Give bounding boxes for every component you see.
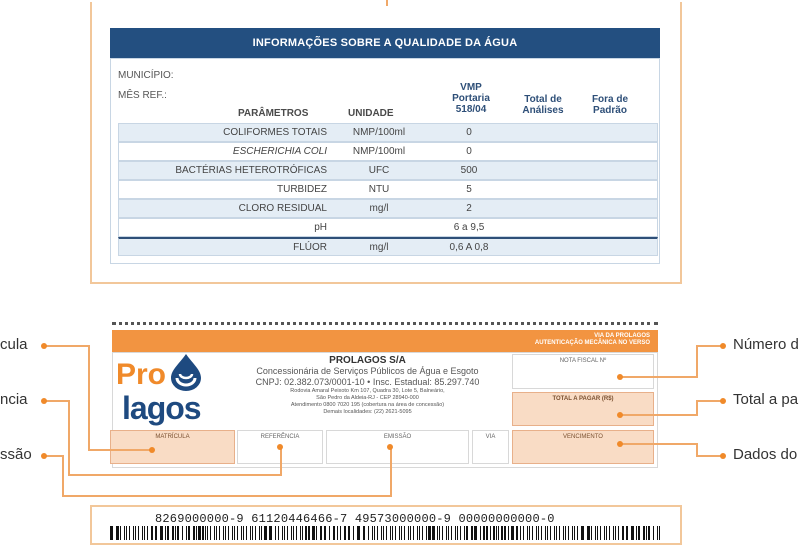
total-pagar-field: TOTAL A PAGAR (R$) — [512, 392, 654, 426]
param-cell: BACTÉRIAS HETEROTRÓFICAS — [175, 165, 327, 176]
table-row — [118, 142, 658, 161]
company-info — [225, 355, 510, 416]
callout-dot — [149, 447, 155, 453]
unit-cell: mg/l — [369, 242, 389, 253]
vmp-cell: 0,6 A 0,8 — [449, 242, 489, 253]
unit-cell: UFC — [368, 165, 390, 176]
header-fora-padrao: Fora de Padrão — [591, 94, 629, 116]
company-atendimento: Atendimento 0800 7020 195 (cobertura na área de concessão) — [290, 402, 445, 408]
vmp-cell: 5 — [466, 184, 472, 195]
connector-line — [386, 0, 388, 6]
company-address-2: São Pedro da Aldeia-RJ - CEP 28940-000 — [316, 395, 419, 401]
callout-dot — [41, 453, 47, 459]
callout-referencia: ncia — [0, 391, 28, 408]
param-cell: TURBIDEZ — [277, 184, 327, 195]
callout-dot — [617, 441, 623, 447]
vmp-cell: 2 — [466, 203, 472, 214]
callout-dot — [720, 343, 726, 349]
matricula-field: MATRÍCULA — [110, 430, 235, 464]
param-cell: pH — [314, 222, 327, 233]
table-row — [118, 237, 658, 256]
via-field: VIA — [472, 430, 509, 464]
vmp-cell: 500 — [460, 165, 478, 176]
param-cell: ESCHERICHIA COLI — [232, 146, 327, 157]
callout-dot — [41, 398, 47, 404]
autenticacao-label: AUTENTICAÇÃO MECÂNICA NO VERSO — [534, 340, 650, 346]
header-parametros: PARÂMETROS — [238, 108, 309, 119]
callout-dot — [41, 343, 47, 349]
vencimento-field: VENCIMENTO — [512, 430, 654, 464]
table-row — [118, 161, 658, 180]
water-quality-title: INFORMAÇÕES SOBRE A QUALIDADE DA ÁGUA — [110, 28, 660, 58]
unit-cell: mg/l — [369, 203, 389, 214]
param-cell: CLORO RESIDUAL — [238, 203, 327, 214]
via-label: VIA DA PROLAGOS — [594, 333, 650, 339]
callout-matricula: cula — [0, 336, 28, 353]
emissao-field: EMISSÃO — [326, 430, 469, 464]
table-row — [118, 123, 658, 142]
bill-header-strip — [112, 330, 658, 352]
callout-dot — [720, 453, 726, 459]
callout-dot — [720, 398, 726, 404]
tear-line — [112, 322, 658, 325]
barcode-icon — [110, 526, 660, 540]
table-row — [118, 180, 658, 199]
callout-dot — [617, 374, 623, 380]
nota-fiscal-field: NOTA FISCAL Nº — [512, 354, 654, 389]
table-row — [118, 199, 658, 218]
table-row — [118, 218, 658, 237]
vmp-cell: 0 — [466, 127, 472, 138]
mes-ref-label: MÊS REF.: — [118, 90, 167, 101]
company-demais: Demais localidades: (22) 2621-5095 — [323, 409, 412, 415]
unit-cell: NMP/100ml — [352, 146, 406, 157]
referencia-field: REFERÊNCIA — [237, 430, 323, 464]
callout-emissao: ssão — [0, 446, 32, 463]
logo-text-pro: Pro — [116, 358, 167, 391]
callout-dot — [277, 444, 283, 450]
company-address-1: Rodovia Amaral Peixoto Km 107, Quadra 30, Lote 5, Balneário, — [290, 388, 445, 394]
unit-cell: NTU — [368, 184, 390, 195]
header-total-analises: Total de Análises — [522, 94, 564, 116]
company-name: PROLAGOS S/A — [329, 355, 406, 366]
callout-nota-fiscal: Número d — [733, 336, 799, 353]
callout-vencimento: Dados do — [733, 446, 798, 463]
unit-cell: NMP/100ml — [352, 127, 406, 138]
municipio-label: MUNICÍPIO: — [118, 70, 174, 81]
param-cell: COLIFORMES TOTAIS — [223, 127, 327, 138]
barcode-number: 8269000000-9 61120446466-7 49573000000-9 00000000000-0 — [155, 512, 555, 526]
param-cell: FLÚOR — [293, 242, 327, 253]
vmp-cell: 6 a 9,5 — [453, 222, 485, 233]
header-vmp: VMP Portaria 518/04 — [452, 82, 490, 115]
vmp-cell: 0 — [466, 146, 472, 157]
company-cnpj: CNPJ: 02.382.073/0001-10 • Insc. Estadual: 85.297.740 — [255, 377, 480, 387]
callout-total-pagar: Total a pa — [733, 391, 799, 408]
logo-text-lagos: lagos — [122, 390, 201, 426]
callout-dot — [387, 444, 393, 450]
callout-dot — [617, 412, 623, 418]
header-unidade: UNIDADE — [348, 108, 394, 119]
water-drop-logo-icon — [165, 352, 207, 392]
company-desc: Concessionária de Serviços Públicos de Água e Esgoto — [256, 366, 479, 376]
